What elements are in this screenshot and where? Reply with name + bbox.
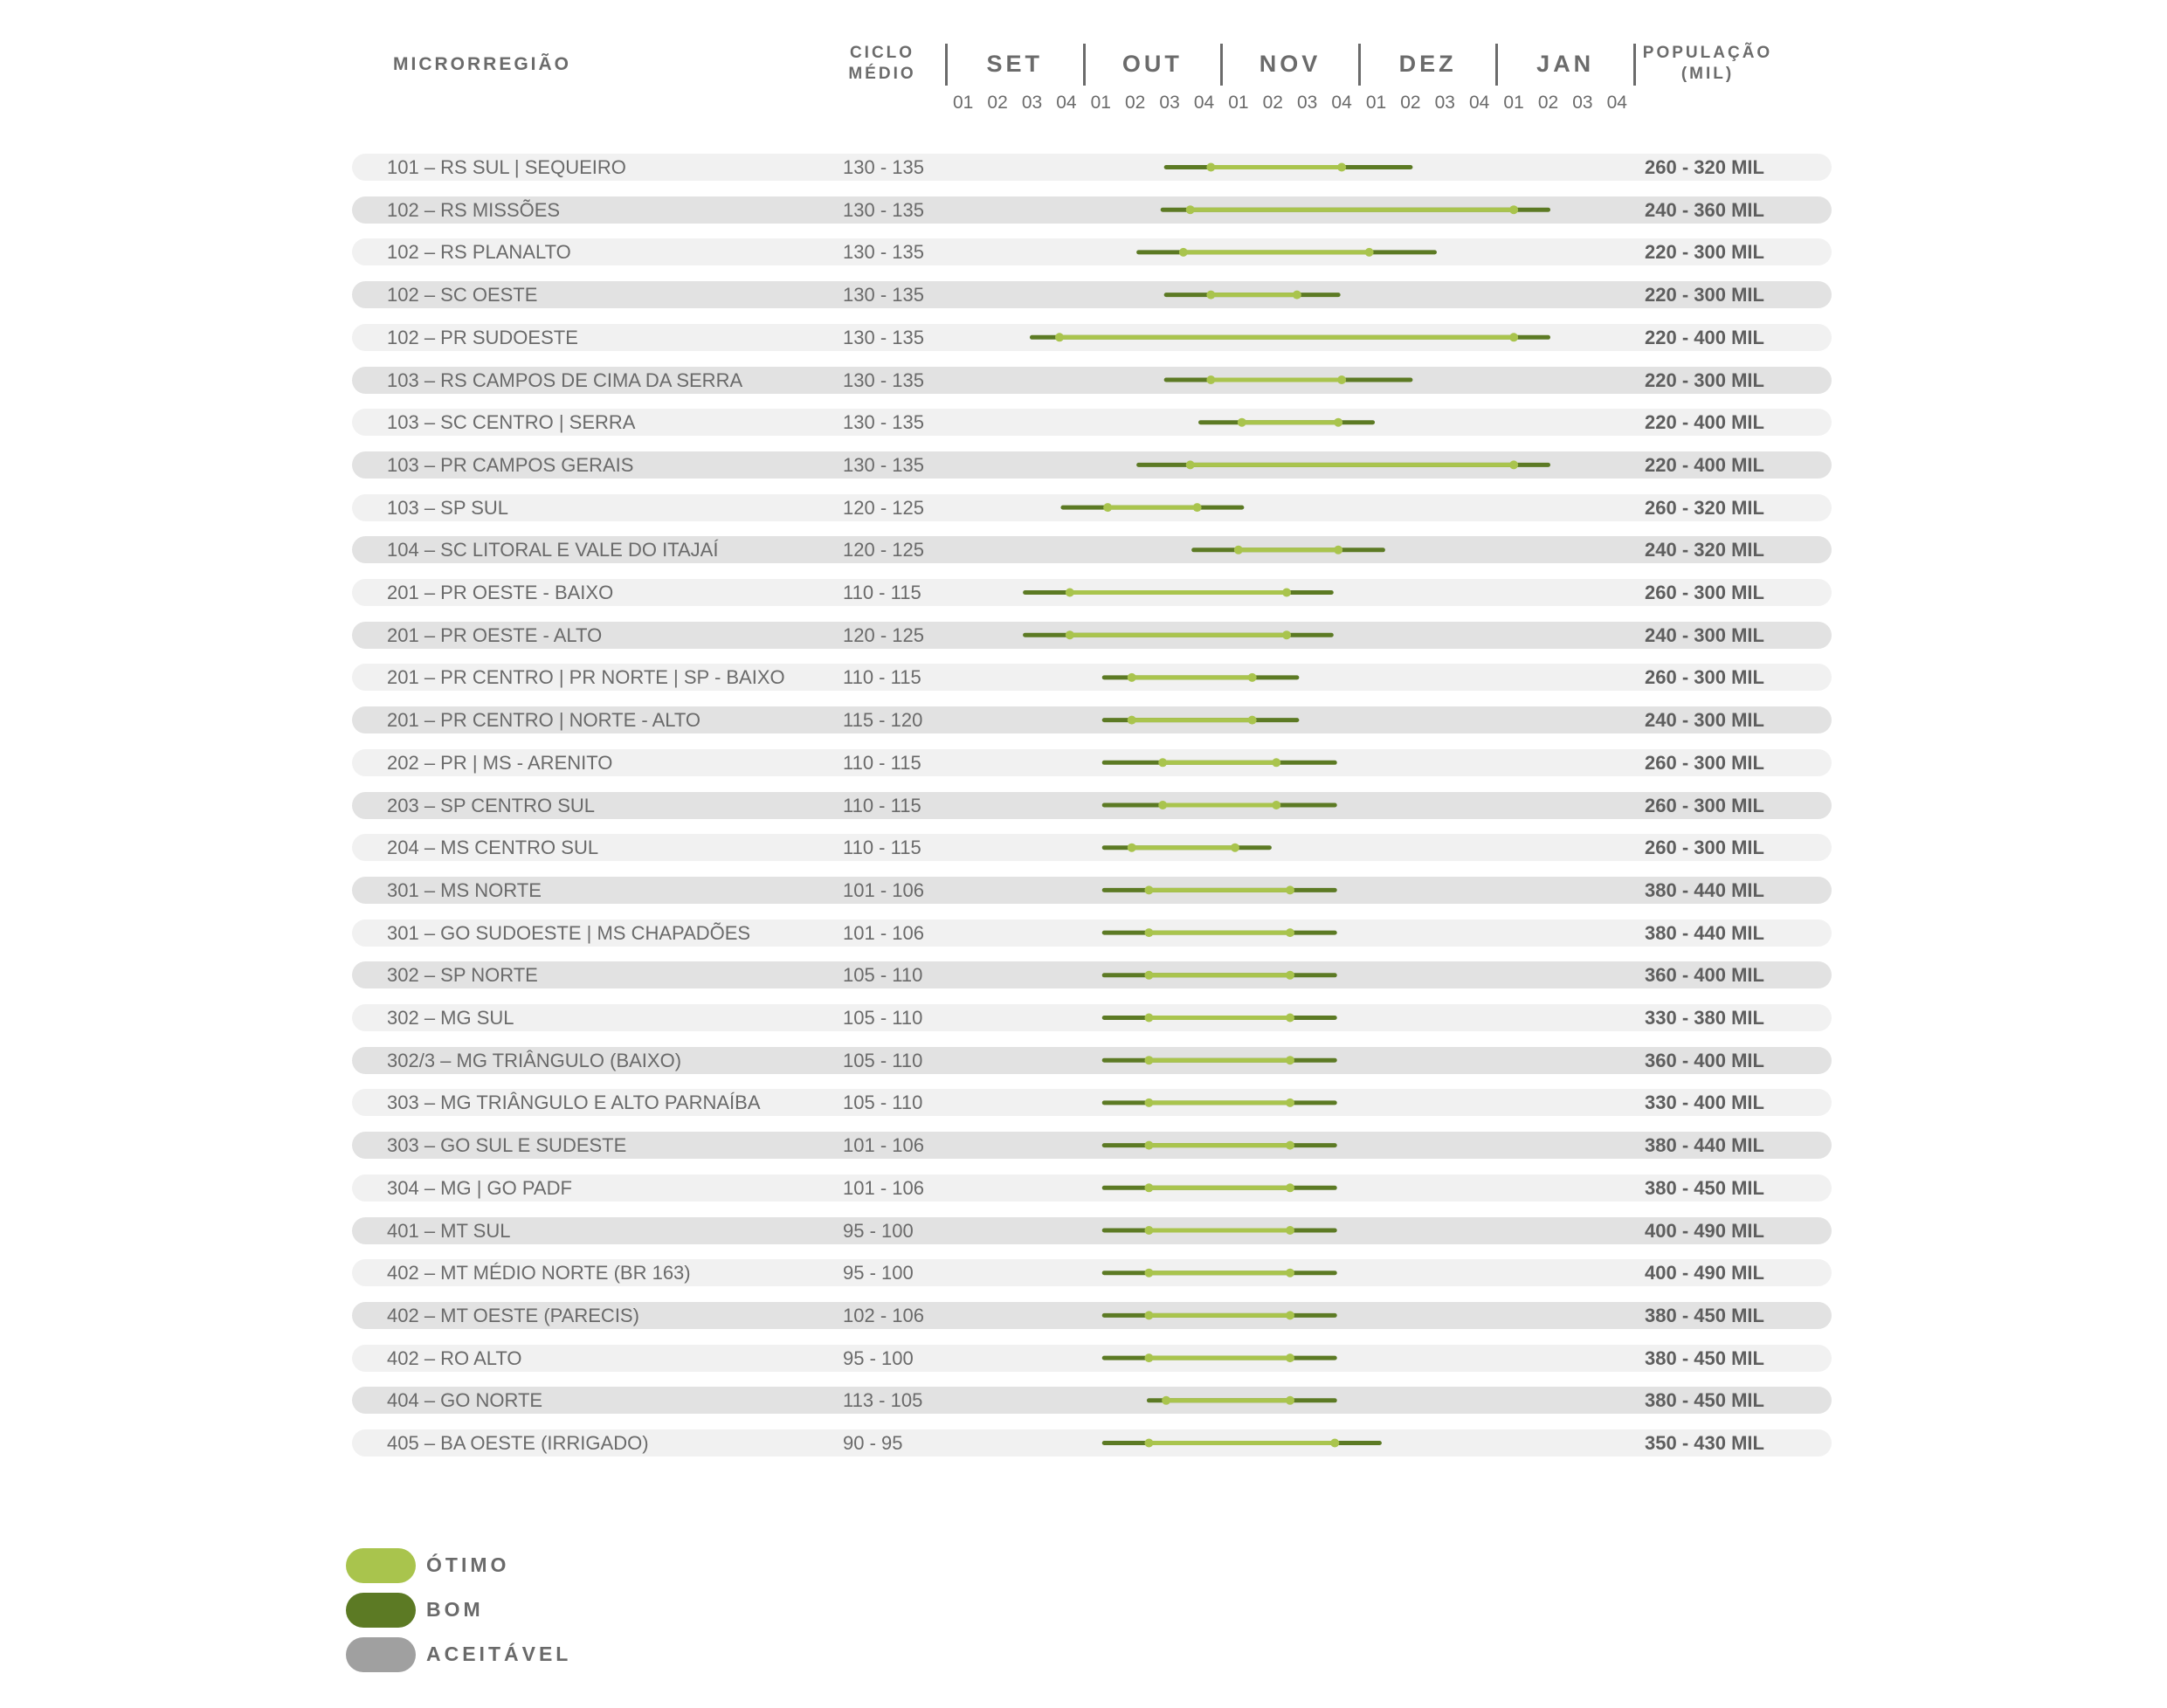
region-cell: 304 – MG | GO PADF bbox=[387, 1176, 572, 1199]
week-label: 01 bbox=[1090, 93, 1111, 113]
otimo-marker bbox=[1234, 546, 1243, 554]
otimo-marker bbox=[1144, 1226, 1153, 1235]
week-label: 03 bbox=[1297, 93, 1318, 113]
population-cell: 260 - 300 MIL bbox=[1645, 582, 1764, 603]
header-cycle-line1: CICLO bbox=[849, 44, 915, 62]
legend-swatch bbox=[346, 1548, 416, 1583]
cycle-cell: 120 - 125 bbox=[843, 496, 924, 519]
otimo-marker bbox=[1286, 1141, 1294, 1150]
week-label: 02 bbox=[1400, 93, 1421, 113]
cycle-cell: 120 - 125 bbox=[843, 623, 924, 646]
month-label-set: SET bbox=[986, 51, 1044, 77]
legend-label: ÓTIMO bbox=[426, 1553, 510, 1576]
otimo-marker bbox=[1128, 716, 1136, 725]
otimo-marker bbox=[1293, 291, 1301, 300]
otimo-marker bbox=[1286, 1311, 1294, 1319]
cycle-cell: 130 - 135 bbox=[843, 453, 924, 476]
cycle-cell: 105 - 110 bbox=[843, 1092, 923, 1114]
week-label: 01 bbox=[1228, 93, 1249, 113]
population-cell: 400 - 490 MIL bbox=[1645, 1219, 1764, 1242]
otimo-marker bbox=[1248, 673, 1257, 682]
cycle-cell: 101 - 106 bbox=[843, 1176, 924, 1199]
region-cell: 103 – PR CAMPOS GERAIS bbox=[387, 453, 634, 476]
otimo-marker bbox=[1128, 673, 1136, 682]
population-cell: 260 - 300 MIL bbox=[1645, 751, 1764, 774]
otimo-marker bbox=[1206, 163, 1215, 172]
week-label: 04 bbox=[1056, 93, 1077, 113]
population-cell: 380 - 450 MIL bbox=[1645, 1304, 1764, 1326]
cycle-cell: 110 - 115 bbox=[843, 751, 921, 774]
week-label: 02 bbox=[1262, 93, 1283, 113]
legend-swatch bbox=[346, 1593, 416, 1628]
region-cell: 404 – GO NORTE bbox=[387, 1389, 543, 1412]
region-cell: 102 – PR SUDOESTE bbox=[387, 326, 578, 348]
week-label: 03 bbox=[1572, 93, 1593, 113]
month-label-jan: JAN bbox=[1536, 51, 1595, 77]
population-cell: 220 - 400 MIL bbox=[1645, 411, 1764, 434]
week-label: 04 bbox=[1606, 93, 1627, 113]
otimo-marker bbox=[1144, 928, 1153, 937]
otimo-marker bbox=[1509, 460, 1518, 469]
cycle-cell: 130 - 135 bbox=[843, 326, 924, 348]
otimo-marker bbox=[1144, 1439, 1153, 1448]
region-cell: 301 – GO SUDOESTE | MS CHAPADÕES bbox=[387, 921, 751, 944]
cycle-cell: 110 - 115 bbox=[843, 794, 921, 816]
cycle-cell: 130 - 135 bbox=[843, 368, 924, 391]
population-cell: 260 - 300 MIL bbox=[1645, 794, 1764, 816]
cycle-cell: 95 - 100 bbox=[843, 1346, 914, 1369]
week-label: 04 bbox=[1193, 93, 1215, 113]
population-cell: 360 - 400 MIL bbox=[1645, 964, 1764, 987]
population-cell: 220 - 300 MIL bbox=[1645, 241, 1764, 264]
otimo-marker bbox=[1144, 1141, 1153, 1150]
cycle-cell: 101 - 106 bbox=[843, 878, 924, 901]
otimo-marker bbox=[1162, 1396, 1170, 1405]
population-cell: 350 - 430 MIL bbox=[1645, 1432, 1764, 1454]
cycle-cell: 105 - 110 bbox=[843, 1049, 923, 1071]
population-cell: 240 - 360 MIL bbox=[1645, 198, 1764, 221]
region-cell: 201 – PR CENTRO | NORTE - ALTO bbox=[387, 709, 701, 732]
population-cell: 240 - 300 MIL bbox=[1645, 623, 1764, 646]
otimo-marker bbox=[1286, 971, 1294, 980]
cycle-cell: 130 - 135 bbox=[843, 411, 924, 434]
otimo-marker bbox=[1231, 844, 1239, 852]
cycle-cell: 95 - 100 bbox=[843, 1262, 914, 1284]
otimo-marker bbox=[1248, 716, 1257, 725]
otimo-marker bbox=[1128, 844, 1136, 852]
region-cell: 202 – PR | MS - ARENITO bbox=[387, 751, 613, 774]
population-cell: 380 - 450 MIL bbox=[1645, 1176, 1764, 1199]
otimo-marker bbox=[1272, 801, 1280, 809]
region-cell: 201 – PR OESTE - ALTO bbox=[387, 623, 603, 646]
cycle-cell: 101 - 106 bbox=[843, 921, 924, 944]
otimo-marker bbox=[1286, 1226, 1294, 1235]
legend-label: BOM bbox=[426, 1598, 484, 1621]
region-cell: 302 – SP NORTE bbox=[387, 964, 538, 987]
population-cell: 220 - 300 MIL bbox=[1645, 284, 1764, 306]
population-cell: 380 - 440 MIL bbox=[1645, 878, 1764, 901]
region-cell: 103 – SP SUL bbox=[387, 496, 509, 519]
otimo-marker bbox=[1055, 333, 1064, 341]
otimo-marker bbox=[1286, 885, 1294, 894]
week-label: 01 bbox=[1503, 93, 1524, 113]
otimo-marker bbox=[1365, 248, 1374, 257]
week-label: 03 bbox=[1159, 93, 1180, 113]
cycle-cell: 130 - 135 bbox=[843, 284, 924, 306]
otimo-marker bbox=[1272, 758, 1280, 767]
population-cell: 260 - 320 MIL bbox=[1645, 156, 1764, 178]
month-label-dez: DEZ bbox=[1398, 51, 1457, 77]
population-cell: 380 - 440 MIL bbox=[1645, 921, 1764, 944]
cycle-cell: 110 - 115 bbox=[843, 582, 921, 603]
region-cell: 103 – RS CAMPOS DE CIMA DA SERRA bbox=[387, 368, 743, 391]
population-cell: 400 - 490 MIL bbox=[1645, 1262, 1764, 1284]
week-label: 03 bbox=[1021, 93, 1043, 113]
cycle-cell: 130 - 135 bbox=[843, 156, 924, 178]
region-cell: 302/3 – MG TRIÂNGULO (BAIXO) bbox=[387, 1049, 682, 1071]
region-cell: 204 – MS CENTRO SUL bbox=[387, 837, 599, 859]
otimo-marker bbox=[1144, 1311, 1153, 1319]
week-label: 02 bbox=[987, 93, 1008, 113]
region-cell: 401 – MT SUL bbox=[387, 1219, 511, 1242]
otimo-marker bbox=[1179, 248, 1188, 257]
otimo-marker bbox=[1103, 503, 1112, 512]
header-population-line2: (MIL) bbox=[1680, 65, 1735, 83]
otimo-marker bbox=[1158, 758, 1167, 767]
header-region: MICRORREGIÃO bbox=[393, 54, 571, 74]
population-cell: 240 - 300 MIL bbox=[1645, 709, 1764, 732]
otimo-marker bbox=[1066, 589, 1074, 597]
region-cell: 303 – MG TRIÂNGULO E ALTO PARNAÍBA bbox=[387, 1092, 761, 1114]
header-population-line1: POPULAÇÃO bbox=[1642, 44, 1773, 62]
region-cell: 402 – MT MÉDIO NORTE (BR 163) bbox=[387, 1262, 691, 1284]
region-cell: 301 – MS NORTE bbox=[387, 878, 542, 901]
cycle-cell: 90 - 95 bbox=[843, 1432, 903, 1454]
legend-label: ACEITÁVEL bbox=[426, 1643, 572, 1665]
region-cell: 104 – SC LITORAL E VALE DO ITAJAÍ bbox=[387, 539, 719, 561]
region-cell: 201 – PR CENTRO | PR NORTE | SP - BAIXO bbox=[387, 666, 785, 689]
population-cell: 380 - 450 MIL bbox=[1645, 1389, 1764, 1412]
population-cell: 260 - 300 MIL bbox=[1645, 666, 1764, 689]
otimo-marker bbox=[1144, 1056, 1153, 1064]
cycle-cell: 110 - 115 bbox=[843, 837, 921, 859]
population-cell: 260 - 320 MIL bbox=[1645, 496, 1764, 519]
cycle-cell: 130 - 135 bbox=[843, 241, 924, 264]
week-label: 03 bbox=[1434, 93, 1455, 113]
region-cell: 203 – SP CENTRO SUL bbox=[387, 794, 596, 816]
population-cell: 220 - 300 MIL bbox=[1645, 368, 1764, 391]
otimo-marker bbox=[1286, 928, 1294, 937]
otimo-marker bbox=[1186, 460, 1195, 469]
otimo-marker bbox=[1238, 418, 1246, 427]
otimo-marker bbox=[1330, 1439, 1339, 1448]
week-label: 01 bbox=[1365, 93, 1387, 113]
region-cell: 402 – MT OESTE (PARECIS) bbox=[387, 1304, 639, 1326]
region-cell: 302 – MG SUL bbox=[387, 1007, 514, 1029]
otimo-marker bbox=[1286, 1183, 1294, 1192]
cycle-cell: 101 - 106 bbox=[843, 1134, 924, 1157]
otimo-marker bbox=[1193, 503, 1202, 512]
otimo-marker bbox=[1144, 1353, 1153, 1362]
region-cell: 402 – RO ALTO bbox=[387, 1346, 522, 1369]
otimo-marker bbox=[1337, 375, 1346, 384]
region-cell: 201 – PR OESTE - BAIXO bbox=[387, 582, 614, 603]
region-cell: 103 – SC CENTRO | SERRA bbox=[387, 411, 636, 434]
otimo-marker bbox=[1144, 1098, 1153, 1107]
cycle-cell: 115 - 120 bbox=[843, 709, 923, 732]
population-cell: 220 - 400 MIL bbox=[1645, 326, 1764, 348]
otimo-marker bbox=[1334, 418, 1342, 427]
cycle-cell: 105 - 110 bbox=[843, 1007, 923, 1029]
population-cell: 380 - 450 MIL bbox=[1645, 1346, 1764, 1369]
otimo-marker bbox=[1282, 630, 1291, 639]
otimo-marker bbox=[1286, 1396, 1294, 1405]
population-cell: 260 - 300 MIL bbox=[1645, 837, 1764, 859]
legend-swatch bbox=[346, 1637, 416, 1672]
otimo-marker bbox=[1186, 205, 1195, 214]
cycle-cell: 120 - 125 bbox=[843, 539, 924, 561]
otimo-marker bbox=[1206, 375, 1215, 384]
otimo-marker bbox=[1144, 1269, 1153, 1278]
week-label: 02 bbox=[1537, 93, 1559, 113]
population-cell: 330 - 380 MIL bbox=[1645, 1007, 1764, 1029]
otimo-marker bbox=[1144, 1014, 1153, 1023]
otimo-marker bbox=[1066, 630, 1074, 639]
population-cell: 220 - 400 MIL bbox=[1645, 453, 1764, 476]
region-cell: 102 – SC OESTE bbox=[387, 284, 538, 306]
cycle-cell: 102 - 106 bbox=[843, 1304, 924, 1326]
otimo-marker bbox=[1158, 801, 1167, 809]
week-label: 04 bbox=[1469, 93, 1490, 113]
otimo-marker bbox=[1286, 1056, 1294, 1064]
otimo-marker bbox=[1334, 546, 1342, 554]
region-cell: 405 – BA OESTE (IRRIGADO) bbox=[387, 1432, 649, 1454]
region-cell: 102 – RS PLANALTO bbox=[387, 241, 571, 264]
month-label-nov: NOV bbox=[1259, 51, 1322, 77]
cycle-cell: 95 - 100 bbox=[843, 1219, 914, 1242]
cycle-cell: 110 - 115 bbox=[843, 666, 921, 689]
cycle-cell: 130 - 135 bbox=[843, 198, 924, 221]
otimo-marker bbox=[1286, 1269, 1294, 1278]
month-label-out: OUT bbox=[1121, 51, 1183, 77]
cycle-cell: 105 - 110 bbox=[843, 964, 923, 987]
week-label: 02 bbox=[1125, 93, 1146, 113]
week-label: 01 bbox=[953, 93, 974, 113]
otimo-marker bbox=[1282, 589, 1291, 597]
population-cell: 360 - 400 MIL bbox=[1645, 1049, 1764, 1071]
population-cell: 240 - 320 MIL bbox=[1645, 539, 1764, 561]
region-cell: 101 – RS SUL | SEQUEIRO bbox=[387, 156, 626, 178]
region-cell: 303 – GO SUL E SUDESTE bbox=[387, 1134, 627, 1157]
cycle-cell: 113 - 105 bbox=[843, 1389, 923, 1412]
otimo-marker bbox=[1144, 885, 1153, 894]
otimo-marker bbox=[1206, 291, 1215, 300]
otimo-marker bbox=[1509, 333, 1518, 341]
otimo-marker bbox=[1286, 1353, 1294, 1362]
population-cell: 380 - 440 MIL bbox=[1645, 1134, 1764, 1157]
otimo-marker bbox=[1286, 1098, 1294, 1107]
otimo-marker bbox=[1509, 205, 1518, 214]
otimo-marker bbox=[1144, 1183, 1153, 1192]
otimo-marker bbox=[1286, 1014, 1294, 1023]
otimo-marker bbox=[1144, 971, 1153, 980]
week-label: 04 bbox=[1331, 93, 1352, 113]
otimo-marker bbox=[1337, 163, 1346, 172]
region-cell: 102 – RS MISSÕES bbox=[387, 198, 561, 221]
header-cycle-line2: MÉDIO bbox=[848, 65, 916, 83]
population-cell: 330 - 400 MIL bbox=[1645, 1092, 1764, 1114]
